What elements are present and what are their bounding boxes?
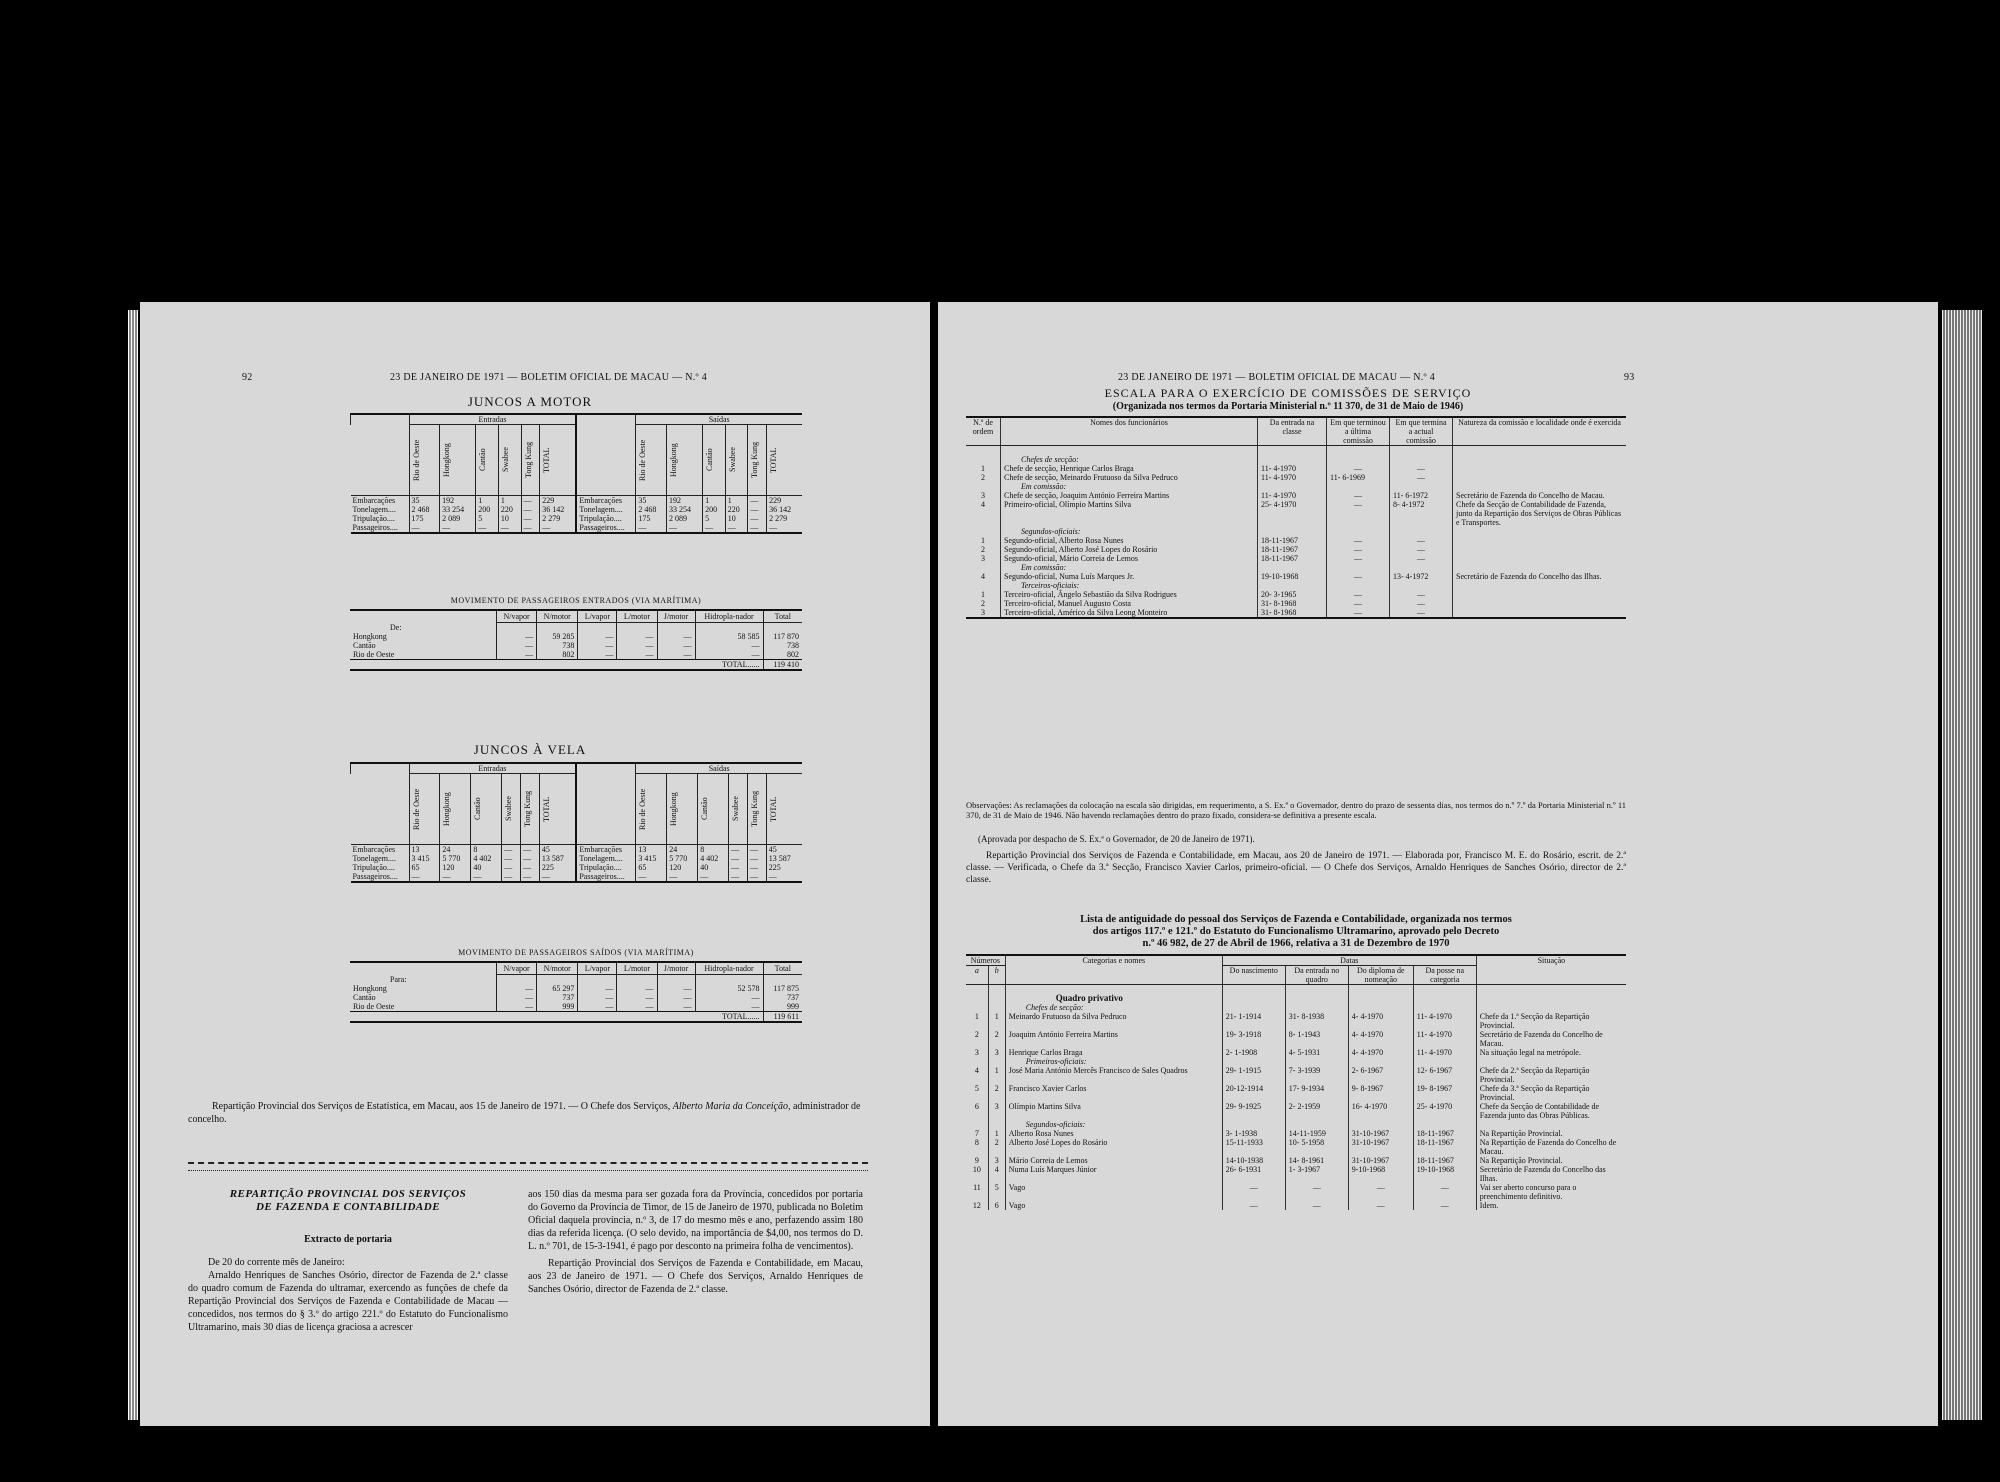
col-head: Tong Kung — [750, 441, 760, 479]
escala-title: ESCALA PARA O EXERCÍCIO DE COMISSÕES DE SERVIÇO — [1104, 386, 1472, 400]
table-row: 1 Terceiro-oficial, Ângelo Sebastião da Silva Rodrigues 20- 3-1965 — — — [966, 590, 1626, 599]
table-row: 2 Segundo-oficial, Alberto José Lopes do Rosário 18-11-1967 — — — [966, 545, 1626, 554]
col-head: TOTAL — [769, 447, 779, 473]
table-row: Segundos-oficiais: — [966, 527, 1626, 536]
observations: Observações: As reclamações da colocação na escala são dirigidas, em requerimento, a S. Ex.ª o Governador, dentro do prazo de sessenta dias, nos termos do n.º 7.º da Portaria Ministerial n.º 11 370, de 31 de Maio de 1946. Não havendo reclamações dentro do prazo fixado, considera-se definitiva a presente escala. — [966, 800, 1626, 820]
mov-out-table: N/vapor N/motor L/vapor L/motor J/motor Hidropla-nador Total Para: Hongkong — 65 297 — — — 52 578 117 875 Cantão — 737 — — — — 737 Rio de Oeste — 999 — — — — 999 TOTAL...... 119 611 — [350, 961, 802, 1023]
col-head: Cantão — [705, 448, 715, 472]
table-row: 2 2 Joaquim António Ferreira Martins 19- 3-1918 8- 1-1943 4- 4-1970 11- 4-1970 Secretário de Fazenda do Concelho de Macau. — [966, 1030, 1626, 1048]
page-header-left: 23 DE JANEIRO DE 1971 — BOLETIM OFICIAL DE MACAU — N.º 4 — [390, 372, 708, 383]
table-row: 3 Terceiro-oficial, Américo da Silva Leong Monteiro 31- 8-1968 — — — [966, 608, 1626, 618]
section-title: REPARTIÇÃO PROVINCIAL DOS SERVIÇOS DE FAZENDA E CONTABILIDADE — [229, 1188, 467, 1213]
table-row: Cantão — 737 — — — — 737 — [350, 993, 802, 1002]
col-head: Swabee — [727, 447, 737, 473]
table-row: 8 2 Alberto José Lopes do Rosário 15-11-1933 10- 5-1958 31-10-1967 18-11-1967 Na Repartição de Fazenda do Concelho de Macau. — [966, 1138, 1626, 1156]
table-row: 4 Primeiro-oficial, Olímpio Martins Silva 25- 4-1970 — 8- 4-1972 Chefe da Secção de Contabilidade de Fazenda, junto da Repartição dos Serviços de Obras Públicas e Transportes. — [966, 500, 1626, 527]
table-row: 2 Terceiro-oficial, Manuel Augusto Costa 31- 8-1968 — — — [966, 599, 1626, 608]
table-row: Em comissão: — [966, 563, 1626, 572]
table-row: Rio de Oeste — 999 — — — — 999 — [350, 1002, 802, 1012]
escala-table: N.º de ordem Nomes dos funcionários Da entrada na classe Em que terminou a última comissão Em que termina a actual comissão Natureza da comissão e localidade onde é exercida Chefes de secção: 1 Chefe de secção, Henrique Carlos Braga 11- 4-1970 — — 2 Chefe de secção, Meinardo Frutuoso da Silva Pedruco 11- 4-1970 11- 6-1969 — Em comissão: 3 Chefe de secção, Joaquim António Ferreira Martins 11- 4-1970 — 11- 6-1972 Secretário de Fazenda do Concelho de Macau. 4 Primeiro-oficial, Olímpio Martins Silva 25- 4-1970 — 8- 4-1972 Chefe da Secção de Contabilidade de Fazenda, junto da Repartição dos Serviços de Obras Públicas e Transportes. Segundos-oficiais: 1 Segundo-oficial, Alberto Rosa Nunes 18-11-1967 — — 2 Segundo-oficial, Alberto José Lopes do Rosário 18-11-1967 — — 3 Segundo-oficial, Mário Correia de Lemos 18-11-1967 — — Em comissão: 4 Segundo-oficial, Numa Luís Marques Jr. 19-10-1968 — 13- 4-1972 Secretário de Fazenda do Concelho das Ilhas. Terceiros-oficiais: 1 Terceiro-oficial, Ângelo Sebastião da Silva Rodrigues 20- 3-1965 — — 2 Terceiro-oficial, Manuel Augusto Costa 31- 8-1968 — — 3 Terceiro-oficial, Américo da Silva Leong Monteiro 31- 8-1968 — — — [966, 416, 1626, 619]
table-row: Chefes de secção: — [966, 1003, 1626, 1012]
table-row: Tonelagem.... 2 468 33 254 200 220 — 36 142 Tonelagem.... 2 468 33 254 200 220 — 36 142 — [351, 505, 803, 514]
table-row: 3 Chefe de secção, Joaquim António Ferreira Martins 11- 4-1970 — 11- 6-1972 Secretário de Fazenda do Concelho de Macau. — [966, 491, 1626, 500]
table-row: 3 Segundo-oficial, Mário Correia de Lemos 18-11-1967 — — — [966, 554, 1626, 563]
table-row: Embarcações 35 192 1 1 — 229 Embarcações 35 192 1 1 — 229 — [351, 496, 803, 506]
table-row: 11 5 Vago — — — — Vai ser aberto concurso para o preenchimento definitivo. — [966, 1183, 1626, 1201]
mov-in-table: N/vapor N/motor L/vapor L/motor J/motor Hidropla-nador Total De: Hongkong — 59 285 — — — 58 585 117 870 Cantão — 738 — — — — 738 Rio de Oeste — 802 — — — — 802 TOTAL...... 119 410 — [350, 609, 802, 671]
vela-table: Entradas Saídas Rio de Oeste Hongkong Cantão Swabee Tong Kung TOTAL Rio de Oeste Hongkong Cantão Swabee Tong Kung TOTAL Embarcações 13 24 8 — — 45 Embarcações 13 24 8 — — 45 Tonelagem.... 3 415 5 770 4 402 — — 13 587 Tonelagem.... 3 415 5 770 4 402 — — 13 587 Tripulação.... 65 120 40 — — 225 Tripulação.... 65 120 40 — — 225 Passageiros.... — — — — — — Passageiros.... — — — — — — — [350, 764, 802, 883]
col1-text: De 20 do corrente mês de Janeiro: Arnaldo Henriques de Sanches Osório, director de Fazenda de 2.ª classe do quadro comum de Fazenda do ultramar, exercendo as funções de chefe da Repartição Provincial dos Serviços de Fazenda e Contabilidade de Macau — concedidos, nos termos do § 3.º do artigo 221.º do Estatuto do Funcionalismo Ultramarino, mais 30 dias de licença graciosa a acrescer — [188, 1257, 508, 1333]
table-row: Quadro privativo — [966, 994, 1626, 1003]
col-head: Swabee — [500, 447, 510, 473]
table-row: Hongkong — 65 297 — — — 52 578 117 875 — [350, 984, 802, 993]
table-row: Tripulação.... 65 120 40 — — 225 Tripulação.... 65 120 40 — — 225 — [351, 863, 803, 872]
table-row: Hongkong — 59 285 — — — 58 585 117 870 — [350, 632, 802, 641]
lista-table: Números Categorias e nomes Datas Situação Do nascimento Da entrada no quadro Do diploma de nomeação Da posse na categoria a b Quadro privativo Chefes de secção: 1 1 Meinardo Frutuoso da Silva Pedruco 21- 1-1914 31- 8-1938 4- 4-1970 11- 4-1970 Chefe da 1.ª Secção da Repartição Provincial. 2 2 Joaquim António Ferreira Martins 19- 3-1918 8- 1-1943 4- 4-1970 11- 4-1970 Secretário de Fazenda do Concelho de Macau. 3 3 Henrique Carlos Braga 2- 1-1908 4- 5-1931 4- 4-1970 11- 4-1970 Na situação legal na metrópole. Primeiros-oficiais: 4 1 José Maria António Mercês Francisco de Sales Quadros 29- 1-1915 7- 3-1939 2- 6-1967 12- 6-1967 Chefe da 2.ª Secção da Repartição Provincial. 5 2 Francisco Xavier Carlos 20-12-1914 17- 9-1934 9- 8-1967 19- 8-1967 Chefe da 3.ª Secção da Repartição Provincial. 6 3 Olímpio Martins Silva 29- 9-1925 2- 2-1959 16- 4-1970 25- 4-1970 Chefe da Secção de Contabilidade de Fazenda junto das Obras Públicas. Segundos-oficiais: 7 1 Alberto Rosa Nunes 3- 1-1938 14-11-1959 31-10-1967 18-11-1967 Na Repartição Provincial. 8 2 Alberto José Lopes do Rosário 15-11-1933 10- 5-1958 31-10-1967 18-11-1967 Na Repartição de Fazenda do Concelho de Macau. 9 3 Mário Correia de Lemos 14-10-1938 14- 8-1961 31-10-1967 18-11-1967 Na Repartição Provincial. 10 4 Numa Luís Marques Júnior 26- 6-1931 1- 3-1967 9-10-1968 19-10-1968 Secretário de Fazenda do Concelho das Ilhas. 11 5 Vago — — — — Vai ser aberto concurso para o preenchimento definitivo. 12 6 Vago — — — — Idem. — [966, 954, 1626, 1210]
col2-text: aos 150 dias da mesma para ser gozada fora da Província, concedidos por portaria do Governo da Província de Timor, de 15 de Janeiro de 1970, publicada no Boletim Oficial daquela província, n.º 3, de 17 do mesmo mês e ano, perfazendo assim 180 dias da referida licença. (O selo devido, na importância de $4,00, nos termos do D. L. n.º 701, de 15-3-1941, é pago por desconto na primeira folha de vencimentos). Repartição Provincial dos Serviços de Fazenda e Contabilidade, em Macau, aos 23 de Janeiro de 1971. — O Chefe dos Serviços, Arnaldo Henriques de Sanches Osório, director de Fazenda de 2.ª classe. — [528, 1189, 863, 1295]
table-row: 5 2 Francisco Xavier Carlos 20-12-1914 17- 9-1934 9- 8-1967 19- 8-1967 Chefe da 3.ª Secção da Repartição Provincial. — [966, 1084, 1626, 1102]
total-label: TOTAL...... — [722, 659, 760, 669]
table-row: 1 Segundo-oficial, Alberto Rosa Nunes 18-11-1967 — — — [966, 536, 1626, 545]
extract-title: Extracto de portaria — [304, 1234, 392, 1245]
col-head: Rio de Oeste — [638, 439, 648, 481]
motor-table — [350, 415, 802, 534]
approval-note: (Aprovada por despacho de S. Ex.ª o Governador, de 20 de Janeiro de 1971). — [978, 834, 1255, 844]
table-row: 1 Chefe de secção, Henrique Carlos Braga 11- 4-1970 — — — [966, 464, 1626, 473]
table-row: 6 3 Olímpio Martins Silva 29- 9-1925 2- 2-1959 16- 4-1970 25- 4-1970 Chefe da Secção de Contabilidade de Fazenda junto das Obras Públicas. — [966, 1102, 1626, 1120]
table-row: Passageiros.... — — — — — — Passageiros.... — — — — — — — [351, 523, 803, 533]
table-row: 9 3 Mário Correia de Lemos 14-10-1938 14- 8-1961 31-10-1967 18-11-1967 Na Repartição Provincial. — [966, 1156, 1626, 1165]
table-row: Segundos-oficiais: — [966, 1120, 1626, 1129]
table-row: Tonelagem.... 3 415 5 770 4 402 — — 13 587 Tonelagem.... 3 415 5 770 4 402 — — 13 587 — [351, 854, 803, 863]
signature-paragraph: Repartição Provincial dos Serviços de Estatística, em Macau, aos 15 de Janeiro de 1971. — O Chefe dos Serviços, Alberto Maria da Conceição, administrador de concelho. — [188, 1101, 861, 1125]
ornamental-divider — [188, 1162, 868, 1171]
page-number-left: 92 — [242, 372, 253, 383]
col-head: Hongkong — [669, 443, 679, 477]
col-head: Rio de Oeste — [411, 439, 421, 481]
vela-title: JUNCOS À VELA — [473, 742, 587, 757]
motor-title: JUNCOS A MOTOR — [467, 394, 593, 409]
table-row: Primeiros-oficiais: — [966, 1057, 1626, 1066]
table-row: Chefes de secção: — [966, 455, 1626, 464]
col-head: Tong Kung — [523, 441, 533, 479]
table-row: 4 Segundo-oficial, Numa Luís Marques Jr. 19-10-1968 — 13- 4-1972 Secretário de Fazenda do Concelho das Ilhas. — [966, 572, 1626, 581]
escala-subtitle: (Organizada nos termos da Portaria Ministerial n.º 11 370, de 31 de Maio de 1946) — [1112, 401, 1464, 412]
page-number-right: 93 — [1624, 372, 1635, 383]
right-page-edge — [1942, 310, 1982, 1420]
table-row: Em comissão: — [966, 482, 1626, 491]
lista-title: Lista de antiguidade do pessoal dos Serviços de Fazenda e Contabilidade, organizada nos termos dos artigos 117.º e 121.º do Estatuto do Funcionalismo Ultramarino, aprovado pelo Decreto n.º 46 982, de 27 de Abril de 1966, relativa a 31 de Dezembro de 1970 — [1080, 914, 1512, 949]
table-row: Embarcações 13 24 8 — — 45 Embarcações 13 24 8 — — 45 — [351, 845, 803, 855]
table-row: 10 4 Numa Luís Marques Júnior 26- 6-1931 1- 3-1967 9-10-1968 19-10-1968 Secretário de Fazenda do Concelho das Ilhas. — [966, 1165, 1626, 1183]
table-row: 4 1 José Maria António Mercês Francisco de Sales Quadros 29- 1-1915 7- 3-1939 2- 6-1967 12- 6-1967 Chefe da 2.ª Secção da Repartição Provincial. — [966, 1066, 1626, 1084]
table-row: 1 1 Meinardo Frutuoso da Silva Pedruco 21- 1-1914 31- 8-1938 4- 4-1970 11- 4-1970 Chefe da 1.ª Secção da Repartição Provincial. — [966, 1012, 1626, 1030]
total-value: 119 410 — [763, 659, 802, 670]
table-row: 12 6 Vago — — — — Idem. — [966, 1201, 1626, 1210]
left-page-edge — [128, 310, 138, 1420]
group-out: Saídas — [636, 415, 802, 425]
group-in: Entradas — [409, 415, 576, 425]
table-row: Terceiros-oficiais: — [966, 581, 1626, 590]
col-head: TOTAL — [542, 447, 552, 473]
mov-in-title: MOVIMENTO DE PASSAGEIROS ENTRADOS (VIA MARÍTIMA) — [450, 596, 702, 605]
table-row: 3 3 Henrique Carlos Braga 2- 1-1908 4- 5-1931 4- 4-1970 11- 4-1970 Na situação legal na metrópole. — [966, 1048, 1626, 1057]
mov-out-title: MOVIMENTO DE PASSAGEIROS SAÍDOS (VIA MARÍTIMA) — [458, 948, 694, 957]
table-row: Tripulação.... 175 2 089 5 10 — 2 279 Tripulação.... 175 2 089 5 10 — 2 279 — [351, 514, 803, 523]
page-header-right: 23 DE JANEIRO DE 1971 — BOLETIM OFICIAL DE MACAU — N.º 4 — [1118, 372, 1436, 383]
table-row: Passageiros.... — — — — — — Passageiros.... — — — — — — — [351, 872, 803, 882]
table-row: 2 Chefe de secção, Meinardo Frutuoso da Silva Pedruco 11- 4-1970 11- 6-1969 — — [966, 473, 1626, 482]
signature-paragraph-right: Repartição Provincial dos Serviços de Fazenda e Contabilidade, em Macau, aos 20 de Janeiro de 1971. — Elaborada por, Francisco M. E. do Rosário, escrit. de 2.ª classe. — Verificada, o Chefe da 3.ª Secção, Francisco Xavier Carlos, primeiro-oficial. — O Chefe dos Serviços, Arnaldo Henriques de Sanches Osório, director de 2.ª classe. — [966, 851, 1626, 885]
table-row: 7 1 Alberto Rosa Nunes 3- 1-1938 14-11-1959 31-10-1967 18-11-1967 Na Repartição Provincial. — [966, 1129, 1626, 1138]
col-head: Hongkong — [442, 443, 452, 477]
left-page — [140, 302, 930, 1426]
right-page — [938, 302, 1938, 1426]
table-row: Cantão — 738 — — — — 738 — [350, 641, 802, 650]
col-head: Cantão — [478, 448, 488, 472]
table-row: Rio de Oeste — 802 — — — — 802 — [350, 650, 802, 660]
